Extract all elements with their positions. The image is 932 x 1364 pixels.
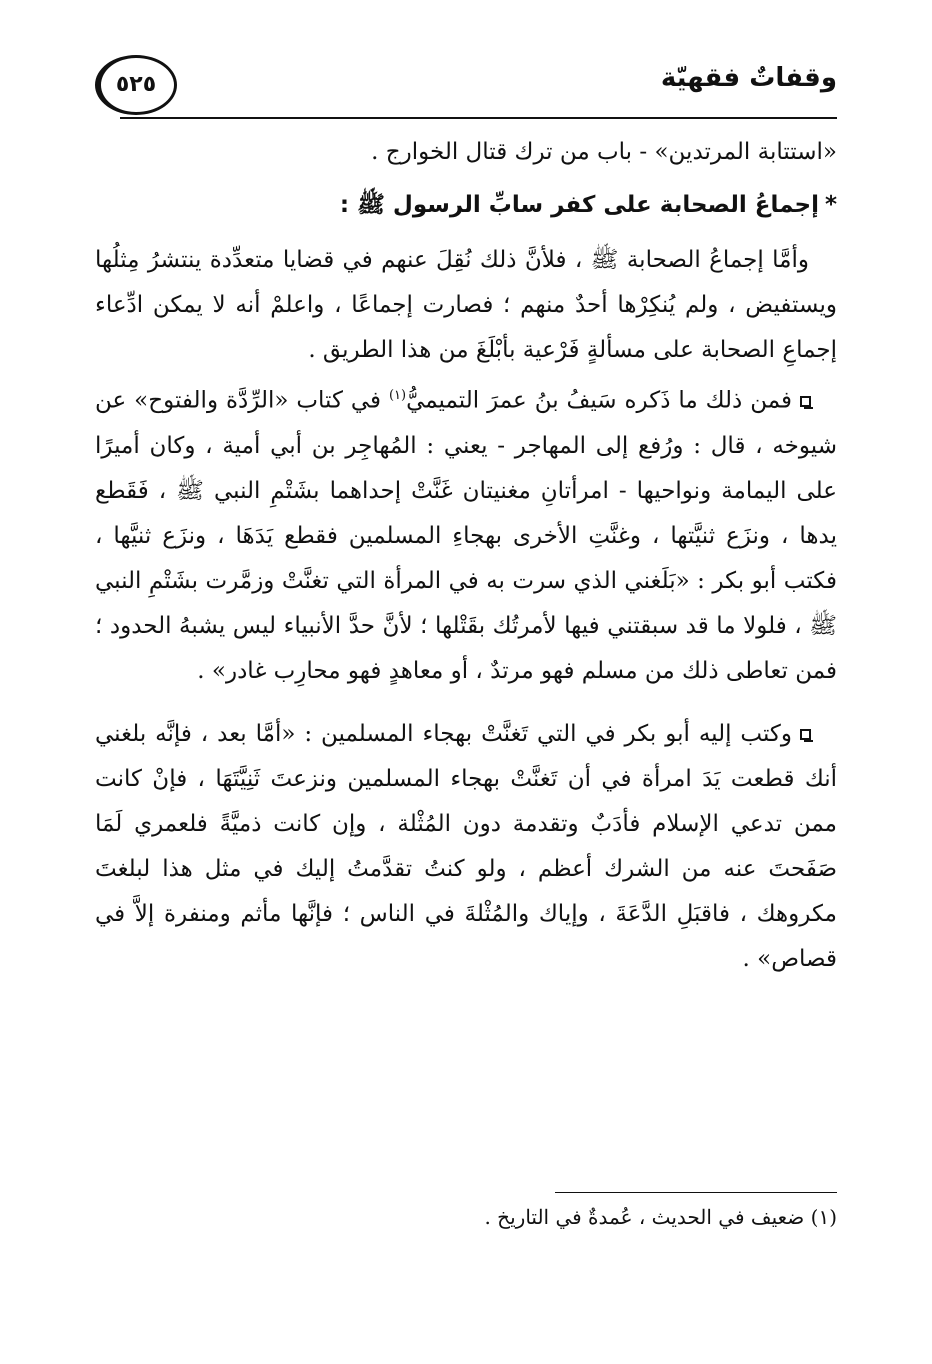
footnote: (١) ضعيف في الحديث ، عُمدةٌ في التاريخ .	[484, 1205, 837, 1229]
page-header	[95, 55, 837, 125]
footnote-marker: (١)	[388, 388, 407, 403]
continuation-line: «استتابة المرتدين» - باب من ترك قتال الخوارج .	[371, 139, 837, 165]
paragraph-narration-2	[95, 712, 837, 982]
square-bullet-icon	[800, 729, 811, 740]
star-icon: *	[824, 192, 837, 218]
paragraph-gap	[95, 694, 837, 712]
page-number: ٥٢٥	[115, 72, 157, 97]
paragraph-narration-1-start: فمن ذلك ما ذَكره سَيفُ بنُ عمرَ التميميُّ	[406, 387, 792, 414]
paragraph-consensus: وأمَّا إجماعُ الصحابة ﷺ ، فلأنَّ ذلك نُقِلَ عنهم في قضايا متعدِّدة ينتشرُ مِثلُها ويستفيض ، ولم يُنكِرْها أحدٌ منهم ؛ فصارت إجماعًا ، واعلمْ أنه لا يمكن ادِّعاء إجماعِ الصحابة على مسألةٍ فَرْعية بأبْلَغَ من هذا الطريق .	[95, 247, 837, 363]
main-text	[95, 130, 837, 982]
section-heading	[95, 183, 837, 228]
square-bullet-icon	[800, 396, 811, 407]
paragraph-narration-2-text: وكتب إليه أبو بكر في التي تَغنَّتْ بهجاء المسلمين : «أمَّا بعد ، فإنَّه بلغني أنك قطعت يَدَ امرأة في أن تَغنَّتْ بهجاء المسلمين ونزعتَ ثَنِيَّتَهَا ، فإنْ كانت ممن تدعي الإسلام فأدَبٌ وتقدمة دون المُثْلة ، وإن كانت ذميَّةً فلعمري لَمَا صَفَحتَ عنه من الشرك أعظم ، ولو كنتُ تقدَّمتُ إليك في مثل هذا لبلغتَ مكروهك ، فاقبَلِ الدَّعَةَ ، وإياك والمُثْلةَ في الناس ؛ فإنَّها مأثم ومنفرة إلاَّ في قصاص» .	[95, 720, 837, 972]
section-heading-text: إجماعُ الصحابة على كفر سابِّ الرسول ﷺ :	[339, 192, 819, 218]
running-title: وقفاتٌ فقهيّة	[660, 63, 837, 93]
paragraph-narration-1-rest: في كتاب «الرِّدَّة والفتوح» عن شيوخه ، قال : ورُفع إلى المهاجر - يعني : المُهاجِر بن أبي أمية ، وكان أميرًا على اليمامة ونواحيها - امرأتانِ مغنيتان غَنَّتْ إحداهما بشَتْمِ النبي ﷺ ، فَقَطع يدها ، ونزَع ثنيَّتها ، وغنَّتِ الأخرى بهجاءِ المسلمين فقطع يَدَهَا ، ونزَع ثنيَّها ، فكتب أبو بكر : «بَلَغني الذي سرت به في المرأة التي تغنَّتْ وزمَّرت بشَتْمِ النبي ﷺ ، فلولا ما قد سبقتني فيها لأمرتُك بقَتْلها ؛ لأنَّ حدَّ الأنبياء ليس يشبهُ الحدود ؛ فمن تعاطى ذلك من مسلم فهو مرتدٌ ، أو معاهدٍ فهو محارِب غادر» .	[95, 387, 837, 684]
paragraph-narration-1	[95, 373, 837, 694]
header-rule	[120, 117, 837, 119]
footnote-rule	[555, 1192, 837, 1193]
